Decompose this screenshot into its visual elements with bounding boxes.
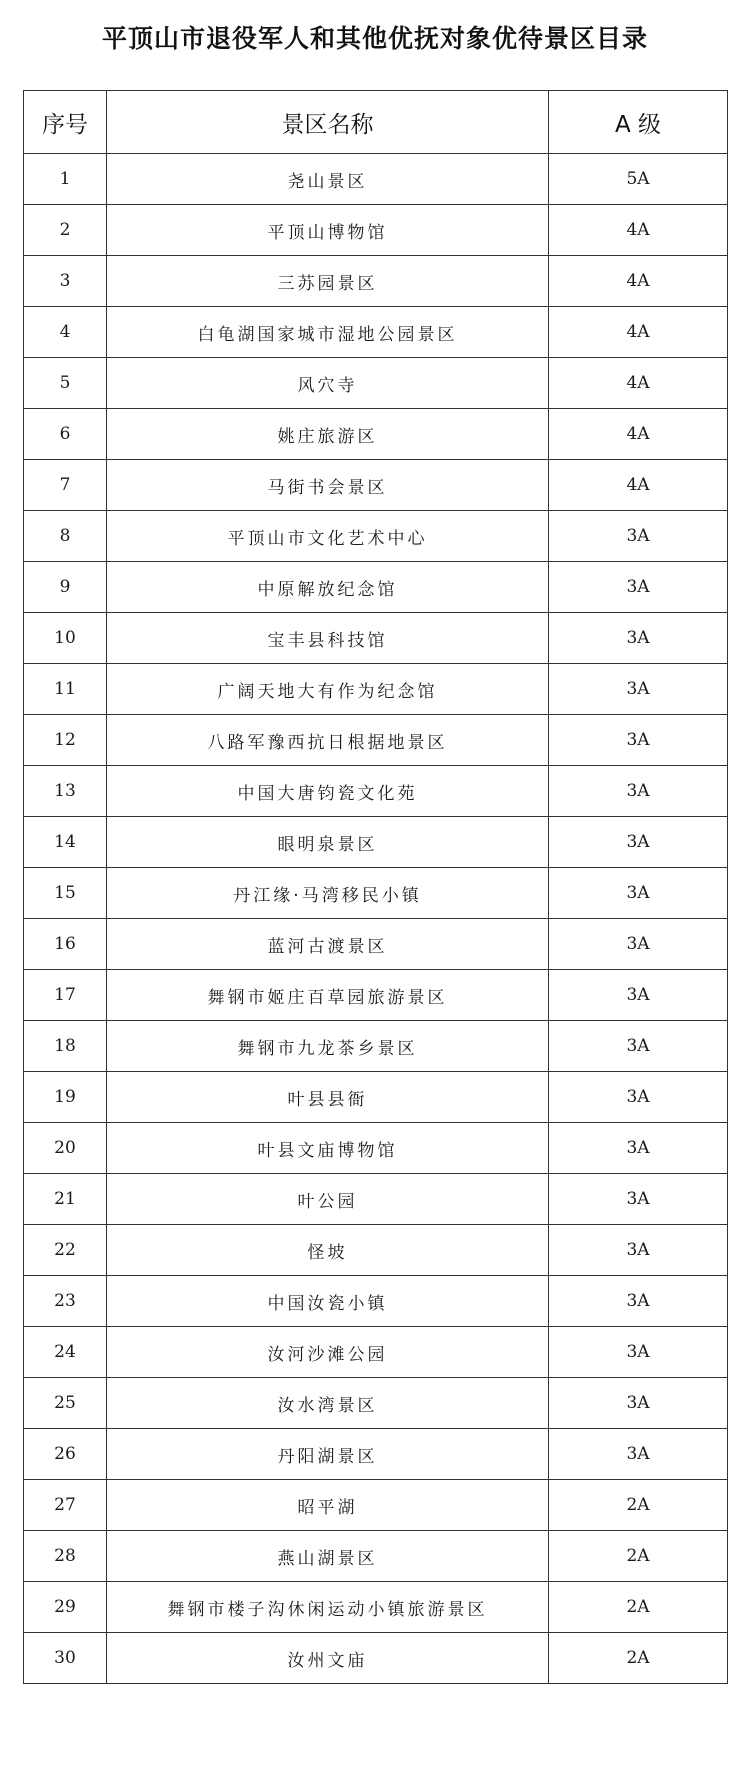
scenic-area-name-cell: 中原解放纪念馆 [107, 562, 549, 613]
a-grade-cell: 4A [549, 460, 728, 511]
serial-number-cell: 20 [24, 1123, 107, 1174]
serial-number-cell: 18 [24, 1021, 107, 1072]
a-grade-cell: 3A [549, 1378, 728, 1429]
serial-number-cell: 19 [24, 1072, 107, 1123]
serial-number-cell: 17 [24, 970, 107, 1021]
serial-number-cell: 13 [24, 766, 107, 817]
a-grade-cell: 3A [549, 1429, 728, 1480]
document-title: 平顶山市退役军人和其他优抚对象优待景区目录 [101, 24, 648, 53]
table-row [24, 460, 728, 511]
table-row [24, 664, 728, 715]
scenic-area-name-cell: 怪坡 [107, 1225, 549, 1276]
a-grade-cell: 2A [549, 1582, 728, 1633]
table-row [24, 1429, 728, 1480]
serial-number-cell: 27 [24, 1480, 107, 1531]
scenic-area-name-cell: 中国汝瓷小镇 [107, 1276, 549, 1327]
table-row [24, 358, 728, 409]
table-header-row [24, 91, 728, 154]
table-row [24, 205, 728, 256]
a-grade-cell: 2A [549, 1633, 728, 1684]
scenic-area-name-cell: 八路军豫西抗日根据地景区 [107, 715, 549, 766]
scenic-area-name-cell: 马街书会景区 [107, 460, 549, 511]
serial-number-cell: 24 [24, 1327, 107, 1378]
a-grade-cell: 3A [549, 868, 728, 919]
a-grade-cell: 3A [549, 766, 728, 817]
serial-number-cell: 10 [24, 613, 107, 664]
table-row [24, 817, 728, 868]
a-grade-cell: 2A [549, 1531, 728, 1582]
table-row [24, 154, 728, 205]
table-row [24, 613, 728, 664]
serial-number-cell: 1 [24, 154, 107, 205]
a-grade-cell: 2A [549, 1480, 728, 1531]
a-grade-cell: 3A [549, 1174, 728, 1225]
a-grade-cell: 3A [549, 919, 728, 970]
a-grade-cell: 3A [549, 613, 728, 664]
scenic-area-name-cell: 广阔天地大有作为纪念馆 [107, 664, 549, 715]
serial-number-cell: 15 [24, 868, 107, 919]
table-row [24, 1072, 728, 1123]
table-row [24, 562, 728, 613]
scenic-area-name-cell: 舞钢市姬庄百草园旅游景区 [107, 970, 549, 1021]
a-grade-cell: 5A [549, 154, 728, 205]
serial-number-cell: 21 [24, 1174, 107, 1225]
scenic-area-name-cell: 风穴寺 [107, 358, 549, 409]
scenic-area-name-cell: 宝丰县科技馆 [107, 613, 549, 664]
a-grade-cell: 3A [549, 562, 728, 613]
table-row [24, 1582, 728, 1633]
scenic-area-name-cell: 燕山湖景区 [107, 1531, 549, 1582]
serial-number-cell: 22 [24, 1225, 107, 1276]
table-row [24, 1276, 728, 1327]
scenic-area-name-cell: 舞钢市九龙茶乡景区 [107, 1021, 549, 1072]
scenic-area-name-cell: 中国大唐钧瓷文化苑 [107, 766, 549, 817]
table-row [24, 868, 728, 919]
a-grade-cell: 4A [549, 409, 728, 460]
table-row [24, 1021, 728, 1072]
serial-number-cell: 3 [24, 256, 107, 307]
a-grade-cell: 4A [549, 256, 728, 307]
a-grade-cell: 3A [549, 1123, 728, 1174]
a-grade-cell: 3A [549, 1021, 728, 1072]
scenic-area-name-cell: 汝州文庙 [107, 1633, 549, 1684]
table-body [24, 154, 728, 1684]
scenic-area-name-cell: 叶公园 [107, 1174, 549, 1225]
serial-number-cell: 30 [24, 1633, 107, 1684]
table-row [24, 1480, 728, 1531]
serial-number-cell: 16 [24, 919, 107, 970]
scenic-area-name-cell: 眼明泉景区 [107, 817, 549, 868]
table-row [24, 307, 728, 358]
table-row [24, 409, 728, 460]
scenic-area-name-cell: 叶县县衙 [107, 1072, 549, 1123]
serial-number-cell: 26 [24, 1429, 107, 1480]
scenic-area-name-cell: 蓝河古渡景区 [107, 919, 549, 970]
a-grade-cell: 4A [549, 307, 728, 358]
a-grade-cell: 3A [549, 511, 728, 562]
table-row [24, 1225, 728, 1276]
a-grade-cell: 4A [549, 358, 728, 409]
table-row [24, 1123, 728, 1174]
serial-number-cell: 14 [24, 817, 107, 868]
serial-number-cell: 12 [24, 715, 107, 766]
scenic-area-table [23, 90, 728, 1684]
table-row [24, 256, 728, 307]
scenic-area-name-cell: 丹江缘·马湾移民小镇 [107, 868, 549, 919]
scenic-area-name-cell: 平顶山博物馆 [107, 205, 549, 256]
serial-number-cell: 9 [24, 562, 107, 613]
scenic-area-name-cell: 平顶山市文化艺术中心 [107, 511, 549, 562]
a-grade-cell: 3A [549, 664, 728, 715]
header-a-grade: A 级 [549, 91, 728, 154]
a-grade-cell: 3A [549, 1225, 728, 1276]
scenic-area-name-cell: 尧山景区 [107, 154, 549, 205]
table-row [24, 766, 728, 817]
serial-number-cell: 4 [24, 307, 107, 358]
table-row [24, 1378, 728, 1429]
serial-number-cell: 11 [24, 664, 107, 715]
scenic-area-name-cell: 白龟湖国家城市湿地公园景区 [107, 307, 549, 358]
serial-number-cell: 8 [24, 511, 107, 562]
serial-number-cell: 25 [24, 1378, 107, 1429]
table-row [24, 919, 728, 970]
a-grade-cell: 3A [549, 817, 728, 868]
scenic-area-name-cell: 汝河沙滩公园 [107, 1327, 549, 1378]
scenic-area-name-cell: 舞钢市楼子沟休闲运动小镇旅游景区 [107, 1582, 549, 1633]
serial-number-cell: 5 [24, 358, 107, 409]
header-serial-number: 序号 [24, 91, 107, 154]
table-row [24, 970, 728, 1021]
table-row [24, 1531, 728, 1582]
scenic-area-name-cell: 丹阳湖景区 [107, 1429, 549, 1480]
a-grade-cell: 3A [549, 1276, 728, 1327]
scenic-area-name-cell: 汝水湾景区 [107, 1378, 549, 1429]
scenic-area-name-cell: 昭平湖 [107, 1480, 549, 1531]
serial-number-cell: 23 [24, 1276, 107, 1327]
serial-number-cell: 28 [24, 1531, 107, 1582]
scenic-area-name-cell: 三苏园景区 [107, 256, 549, 307]
table-row [24, 1633, 728, 1684]
a-grade-cell: 4A [549, 205, 728, 256]
table-row [24, 1327, 728, 1378]
header-scenic-area-name: 景区名称 [107, 91, 549, 154]
scenic-area-name-cell: 叶县文庙博物馆 [107, 1123, 549, 1174]
table-row [24, 511, 728, 562]
table-row [24, 1174, 728, 1225]
serial-number-cell: 2 [24, 205, 107, 256]
a-grade-cell: 3A [549, 1072, 728, 1123]
serial-number-cell: 7 [24, 460, 107, 511]
table-row [24, 715, 728, 766]
serial-number-cell: 6 [24, 409, 107, 460]
scenic-area-name-cell: 姚庄旅游区 [107, 409, 549, 460]
serial-number-cell: 29 [24, 1582, 107, 1633]
a-grade-cell: 3A [549, 970, 728, 1021]
a-grade-cell: 3A [549, 715, 728, 766]
a-grade-cell: 3A [549, 1327, 728, 1378]
